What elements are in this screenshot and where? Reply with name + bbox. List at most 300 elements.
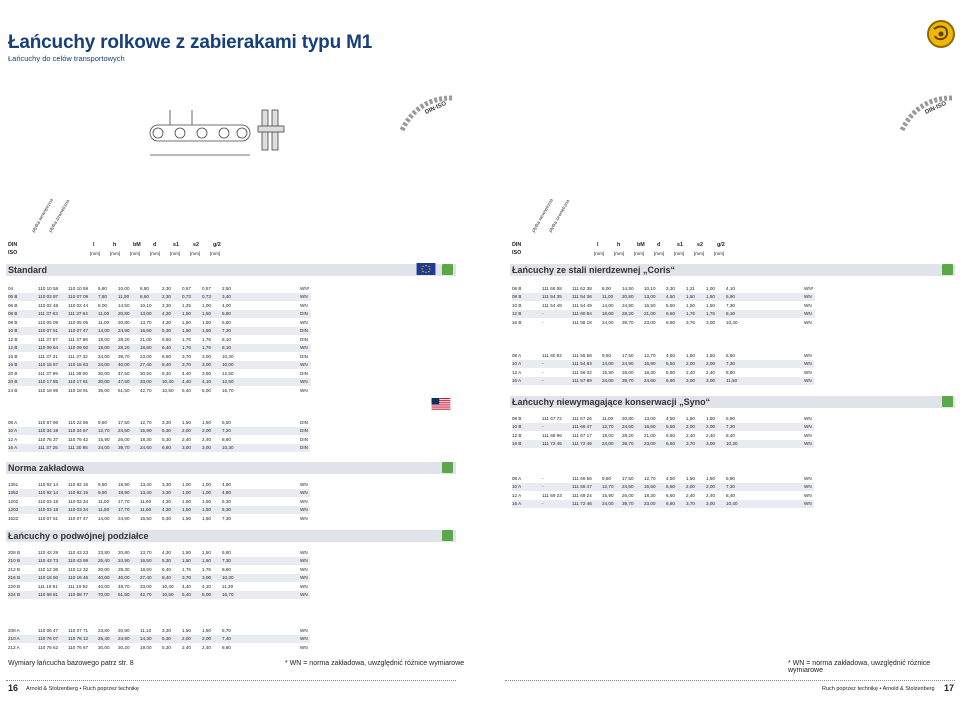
table-cell: 8,40 [162, 370, 171, 376]
table-cell: 1,25 [182, 302, 191, 308]
unit-s2-right: [mm] [694, 251, 705, 256]
table-cell: 3,70 [182, 353, 191, 359]
table-cell: 33,00 [140, 583, 152, 589]
unit-bm: [mm] [130, 251, 141, 256]
table-cell: 15,90 [602, 492, 614, 498]
footer-divider-right [505, 680, 955, 681]
table-cell: 2,00 [686, 360, 706, 369]
table-cell: 16 B [8, 361, 38, 370]
table-cell: 0,73 [182, 293, 202, 302]
table-cell: 24,90 [118, 557, 140, 566]
table-cell: 13,00 [644, 415, 656, 421]
table-cell: 20,00 [98, 566, 110, 572]
table-row [8, 635, 310, 644]
table-cell: 8,40 [726, 432, 735, 438]
table-cell: 220 B [8, 583, 21, 589]
table-cell: 27,40 [140, 574, 162, 583]
table-cell: 24,60 [140, 444, 162, 453]
table-row [512, 423, 814, 432]
table-cell: 1,50 [182, 498, 191, 504]
table-cell: 5,80 [222, 310, 250, 319]
table-cell: 4,10 [202, 378, 222, 387]
table-cell: 9,50 [98, 419, 107, 425]
unit-l-right: [mm] [594, 251, 605, 256]
table-cell: 4,80 [222, 489, 250, 498]
table-cell: WN [250, 635, 310, 644]
table-cell: 18,00 [98, 336, 110, 342]
col-g2-right: g/2 [717, 242, 725, 248]
table-cell: 2,00 [202, 635, 222, 644]
table-row [512, 440, 814, 449]
table-cell: 4,50 [666, 415, 675, 421]
table-cell: 111 55 58 [572, 352, 592, 358]
table-row [8, 284, 311, 293]
table-cell: 11,00 [98, 319, 110, 325]
table-cell: 2,00 [686, 423, 706, 432]
table-cell: 3,50 [202, 370, 211, 376]
table-row [8, 574, 310, 583]
table-cell: 110 92 15 [68, 489, 98, 498]
table-cell: 39,70 [622, 319, 634, 325]
table-cell: 12 A [512, 492, 522, 498]
table-cell: 111 66 47 [572, 423, 602, 432]
table-cell: 111 67 17 [572, 432, 592, 438]
table-cell: 18,50 [140, 344, 162, 353]
table-cell: 1,76 [686, 310, 706, 319]
table-cell: 1,50 [706, 293, 726, 302]
table-cell: 16 A [8, 444, 38, 453]
table-cell: 24,00 [602, 377, 622, 386]
table-podwojna-b [8, 548, 310, 599]
table-cell: 21,00 [140, 336, 152, 342]
table-cell: 3,00 [202, 361, 222, 370]
table-cell: 110 07 47 [68, 515, 89, 521]
table-cell: WN [754, 500, 814, 509]
table-cell: 12 A [8, 436, 18, 442]
table-cell: 24,60 [622, 483, 644, 492]
table-cell: 111 58 18 [572, 319, 592, 325]
table-cell: 110 76 07 [38, 635, 68, 644]
table-cell: 24,60 [118, 427, 140, 436]
table-cell: 11,00 [98, 310, 118, 319]
rotated-label-outer: płytka zewnętrzna [47, 198, 71, 233]
table-cell: 12 B [8, 336, 18, 342]
table-cell: WN [300, 498, 308, 504]
table-cell: 08 B [8, 319, 18, 325]
table-cell: 2,40 [706, 432, 715, 438]
table-cell: 1,50 [686, 293, 706, 302]
table-cell: 8,00 [98, 302, 107, 308]
table-cell: 3,70 [686, 440, 706, 449]
table-cell: 6,60 [666, 310, 686, 319]
table-cell: - [542, 319, 544, 325]
table-cell: 24,00 [98, 444, 118, 453]
table-cell: 1,50 [202, 515, 211, 521]
table-cell: DIN [250, 327, 311, 336]
table-cell: 10 B [8, 327, 38, 336]
table-cell: 1,50 [182, 557, 202, 566]
table-cell: 2,50 [222, 285, 231, 291]
col-h-right: h [617, 242, 621, 248]
table-cell: 42,70 [140, 387, 152, 393]
section-title-norma: Norma zakładowa [8, 463, 85, 473]
table-cell: 11,50 [98, 498, 110, 504]
section-title-syno: Łańcuchy niewymagające konserwacji „Syno“ [512, 397, 711, 407]
table-cell: 2,00 [182, 635, 202, 644]
table-cell: 111 37 25 [38, 444, 68, 453]
table-cell: 16 B [512, 440, 542, 449]
table-row [8, 335, 311, 344]
table-cell: 6,40 [162, 566, 171, 572]
table-cell: 16 A [512, 500, 542, 509]
table-cell: 30,50 [140, 370, 152, 376]
chain-type-icon [942, 264, 953, 275]
table-cell: 5,70 [222, 627, 231, 633]
page-number-right: 17 [944, 683, 955, 693]
table-cell: 18,30 [140, 436, 152, 442]
table-cell: 1,50 [706, 415, 715, 421]
table-cell: 20,90 [118, 627, 130, 633]
table-cell: - [542, 500, 572, 509]
table-cell: 110 43 69 [68, 557, 98, 566]
table-cell: 10,30 [222, 353, 234, 359]
table-cell: WN* [804, 285, 814, 291]
unit-bm-right: [mm] [634, 251, 645, 256]
table-cell: 111 19 91 [38, 583, 58, 589]
table-cell: 6,60 [162, 353, 171, 359]
table-cell: 08 B [512, 293, 542, 302]
table-cell: 1,50 [182, 549, 191, 555]
table-cell: 16,70 [222, 387, 234, 393]
table-cell: 5,30 [162, 427, 182, 436]
table-cell: 16,50 [140, 557, 162, 566]
table-syno-b [512, 414, 814, 448]
table-cell: WN [300, 627, 308, 633]
section-title-podwojna: Łańcuchy o podwójnej podziałce [8, 531, 149, 541]
table-cell: 61,50 [118, 591, 140, 600]
table-cell: 25,40 [98, 635, 118, 644]
table-cell: 17,50 [622, 352, 634, 358]
table-cell: 24,00 [98, 361, 118, 370]
table-cell: 0,57 [182, 285, 191, 291]
page-subtitle: Łańcuchy do celów transportowych [8, 54, 125, 63]
table-cell: 11,60 [140, 506, 162, 515]
table-cell: 9,50 [98, 481, 107, 487]
unit-l: [mm] [90, 251, 101, 256]
table-cell: 24,90 [118, 515, 130, 521]
table-row [512, 318, 815, 327]
table-cell: 5,90 [726, 415, 735, 421]
table-cell: 1,76 [182, 336, 191, 342]
table-cell: 24,60 [622, 423, 644, 432]
table-cell: 1,50 [706, 302, 715, 308]
table-cell: 9,50 [602, 352, 611, 358]
col-bm-right: bM [637, 242, 645, 248]
table-cell: 40,00 [98, 583, 110, 589]
table-row [8, 514, 310, 523]
table-cell: WN [250, 378, 311, 387]
table-cell: 36,00 [98, 387, 110, 393]
table-cell: 20 B [8, 370, 18, 376]
table-cell: 12,70 [644, 475, 656, 481]
table-cell: 12 B [8, 344, 38, 353]
table-norma [8, 480, 310, 523]
table-cell: WN [300, 387, 308, 393]
table-cell: 212 A [8, 644, 20, 650]
table-cell: 24,90 [622, 360, 644, 369]
table-standard-b [8, 284, 311, 395]
table-cell: 5,30 [222, 498, 231, 504]
table-cell: 3,00 [706, 319, 715, 325]
table-cell: 39,70 [622, 377, 644, 386]
table-cell: - [542, 475, 544, 481]
table-cell: 18,00 [602, 432, 614, 438]
table-cell: 17,70 [118, 506, 140, 515]
table-cell: 111 54 48 [542, 302, 562, 308]
table-cell: - [542, 369, 544, 375]
table-cell: 5,40 [182, 387, 191, 393]
table-cell: 8,10 [222, 336, 231, 342]
table-cell: 210 B [8, 557, 38, 566]
table-cell: 2,00 [182, 427, 202, 436]
table-cell: 1,50 [182, 319, 191, 325]
table-cell: 8,40 [162, 574, 182, 583]
unit-s2: [mm] [190, 251, 201, 256]
table-cell: 0,57 [202, 285, 211, 291]
table-cell: DIN [250, 310, 311, 319]
table-cell: 5,50 [666, 369, 675, 375]
table-cell: 10,00 [118, 285, 130, 291]
table-cell: 8,40 [726, 492, 735, 498]
table-cell: 1,50 [202, 310, 222, 319]
table-row [512, 474, 814, 483]
table-cell: 3,70 [182, 574, 202, 583]
table-cell: 4,30 [162, 310, 182, 319]
table-cell: 4,40 [182, 378, 202, 387]
table-cell: WN [300, 302, 308, 308]
table-cell: 110 12 32 [68, 566, 89, 572]
table-cell: WN [804, 369, 812, 375]
table-cell: 10,30 [222, 444, 250, 453]
table-cell: 17,70 [118, 498, 130, 504]
table-cell: DIN [300, 436, 308, 442]
table-cell: 111 67 26 [572, 415, 592, 421]
table-cell: 24,00 [602, 319, 614, 325]
table-cell: - [542, 423, 572, 432]
table-cell: 1,00 [182, 481, 191, 487]
table-cell: 1,50 [182, 310, 202, 319]
chain-type-icon [442, 530, 453, 541]
table-row [8, 352, 311, 361]
table-row [512, 301, 815, 310]
table-row [8, 435, 310, 444]
table-cell: 30,00 [98, 644, 110, 650]
table-cell: 13,40 [140, 489, 162, 498]
table-cell: 111 38 00 [68, 370, 88, 376]
col-iso: ISO [8, 250, 18, 256]
table-cell: 21,00 [644, 432, 656, 438]
table-cell: WN [754, 310, 815, 319]
table-cell: 24,00 [98, 353, 110, 359]
table-cell: 3,30 [162, 481, 171, 487]
table-cell: 8,60 [222, 566, 231, 572]
din-iso-chain-right [898, 92, 956, 132]
table-cell: 110 76 37 [38, 436, 59, 442]
table-cell: 111 56 32 [572, 369, 592, 375]
table-cell: 1,00 [182, 489, 202, 498]
table-cell: 6,80 [140, 285, 149, 291]
table-cell: WN [754, 440, 814, 449]
table-cell: 110 03 18 [38, 506, 68, 515]
table-row [512, 414, 814, 423]
section-band-standard [6, 264, 456, 276]
table-cell: 111 69 23 [542, 492, 562, 498]
table-cell: 1,50 [182, 506, 202, 515]
table-cell: 13,00 [644, 293, 666, 302]
table-cell: 14,00 [98, 327, 118, 336]
table-cell: 28,20 [622, 432, 634, 438]
table-cell: 47,50 [118, 370, 130, 376]
page-number-left: 16 [8, 683, 19, 693]
table-cell: 110 02 44 [68, 302, 89, 308]
table-cell: 11,50 [726, 377, 754, 386]
table-cell: 5,00 [202, 591, 222, 600]
table-cell: 111 66 56 [572, 475, 592, 481]
table-cell: 47,50 [118, 378, 140, 387]
footnote-base-chain: Wymiary łańcucha bazowego patrz str. 8 [8, 660, 134, 667]
table-cell: 18,50 [140, 566, 152, 572]
table-cell: 14,50 [118, 302, 130, 308]
table-cell: 39,70 [622, 500, 644, 509]
col-h: h [113, 242, 117, 248]
table-cell: 10,30 [222, 574, 250, 583]
table-cell: 2,00 [706, 423, 726, 432]
table-cell: 7,30 [726, 423, 754, 432]
table-cell: 42,70 [140, 591, 162, 600]
table-cell: 1,76 [202, 344, 222, 353]
table-cell: 24,00 [602, 440, 622, 449]
table-row [8, 418, 310, 427]
table-cell: 2,40 [202, 436, 211, 442]
table-cell: WN [250, 591, 310, 600]
table-cell: 12,50 [222, 378, 250, 387]
table-cell: WN [754, 423, 814, 432]
table-cell: 2,40 [706, 492, 715, 498]
table-cell: 6,60 [162, 336, 171, 342]
table-cell: 1,00 [202, 481, 211, 487]
footnote-wn-right: * WN = norma zakładowa, uwzględnić różnice wymiarowe [788, 660, 931, 674]
table-cell: 111 19 92 [68, 583, 88, 589]
table-cell: 110 92 14 [38, 481, 59, 487]
table-cell: 7,30 [726, 483, 754, 492]
table-cell: 111 57 89 [572, 377, 602, 386]
table-cell: 28,20 [118, 344, 140, 353]
table-cell: 111 37 63 [38, 310, 68, 319]
company-logo [927, 20, 955, 48]
table-cell: 26,00 [118, 436, 130, 442]
table-cell: 7,30 [726, 302, 735, 308]
table-cell: 4,30 [162, 549, 171, 555]
table-cell: 20 B [8, 378, 38, 387]
table-cell: 1,50 [182, 627, 191, 633]
table-cell: 10,40 [726, 500, 754, 509]
table-cell: 110 34 19 [38, 427, 68, 436]
table-cell: 13,00 [140, 310, 162, 319]
table-cell: 16 B [512, 319, 522, 325]
table-cell: 1203 [8, 506, 38, 515]
table-cell: 210 A [8, 635, 38, 644]
table-cell: WN [754, 377, 814, 386]
table-cell: 24 B [8, 387, 18, 393]
table-cell: 110 07 47 [68, 327, 98, 336]
table-cell: WN [754, 293, 815, 302]
table-cell: 8,10 [222, 344, 250, 353]
section-title-standard: Standard [8, 265, 48, 275]
table-cell: 110 16 50 [38, 574, 68, 583]
table-cell: 1,76 [202, 566, 211, 572]
table-cell: WN [250, 361, 311, 370]
table-cell: WN [300, 644, 308, 650]
table-cell: 2,00 [202, 427, 222, 436]
table-cell: 15,90 [140, 427, 162, 436]
table-cell: 18,00 [602, 310, 622, 319]
table-cell: 2,40 [182, 436, 191, 442]
table-cell: 5,80 [222, 319, 231, 325]
table-cell: 8,80 [726, 369, 735, 375]
table-cell: 212 B [8, 566, 21, 572]
table-cell: WN [804, 432, 812, 438]
table-cell: DIN [250, 444, 310, 453]
table-cell: 4,50 [666, 352, 675, 358]
svg-text:DIN·ISO: DIN·ISO [424, 100, 448, 116]
table-cell: 06 B [512, 285, 522, 291]
table-row [8, 626, 310, 635]
table-cell: 11,50 [98, 506, 118, 515]
table-cell: 110 07 09 [68, 293, 98, 302]
table-cell: 2,40 [686, 369, 695, 375]
table-row [512, 483, 814, 492]
table-cell: 28,30 [118, 566, 130, 572]
table-row [512, 284, 815, 293]
unit-h: [mm] [110, 251, 121, 256]
table-cell: 20,80 [118, 310, 140, 319]
table-cell: 110 15 63 [68, 361, 98, 370]
table-cell: 110 67 96 [38, 419, 59, 425]
table-cell: 5,30 [162, 327, 182, 336]
table-cell: 110 09 60 [68, 344, 98, 353]
unit-s1-right: [mm] [674, 251, 685, 256]
table-row [512, 491, 814, 500]
table-row [8, 489, 310, 498]
table-cell: 8,60 [222, 436, 231, 442]
table-cell: 1,50 [706, 475, 715, 481]
table-cell: 1,76 [202, 336, 211, 342]
table-cell: 2,00 [686, 483, 706, 492]
table-cell: 27,40 [140, 361, 162, 370]
table-cell: 111 37 31 [38, 353, 58, 359]
table-cell: 11,00 [602, 293, 622, 302]
table-cell: 14,30 [140, 635, 162, 644]
table-cell: 48,70 [118, 583, 130, 589]
table-cell: WN [250, 489, 310, 498]
table-cell: 6,40 [162, 344, 182, 353]
table-cell: 0,73 [202, 293, 222, 302]
table-cell: 5,30 [162, 515, 171, 521]
table-cell: 10 A [512, 360, 542, 369]
table-coris-a [512, 351, 814, 385]
table-cell: 110 92 15 [68, 481, 89, 487]
table-cell: 1,50 [686, 475, 695, 481]
